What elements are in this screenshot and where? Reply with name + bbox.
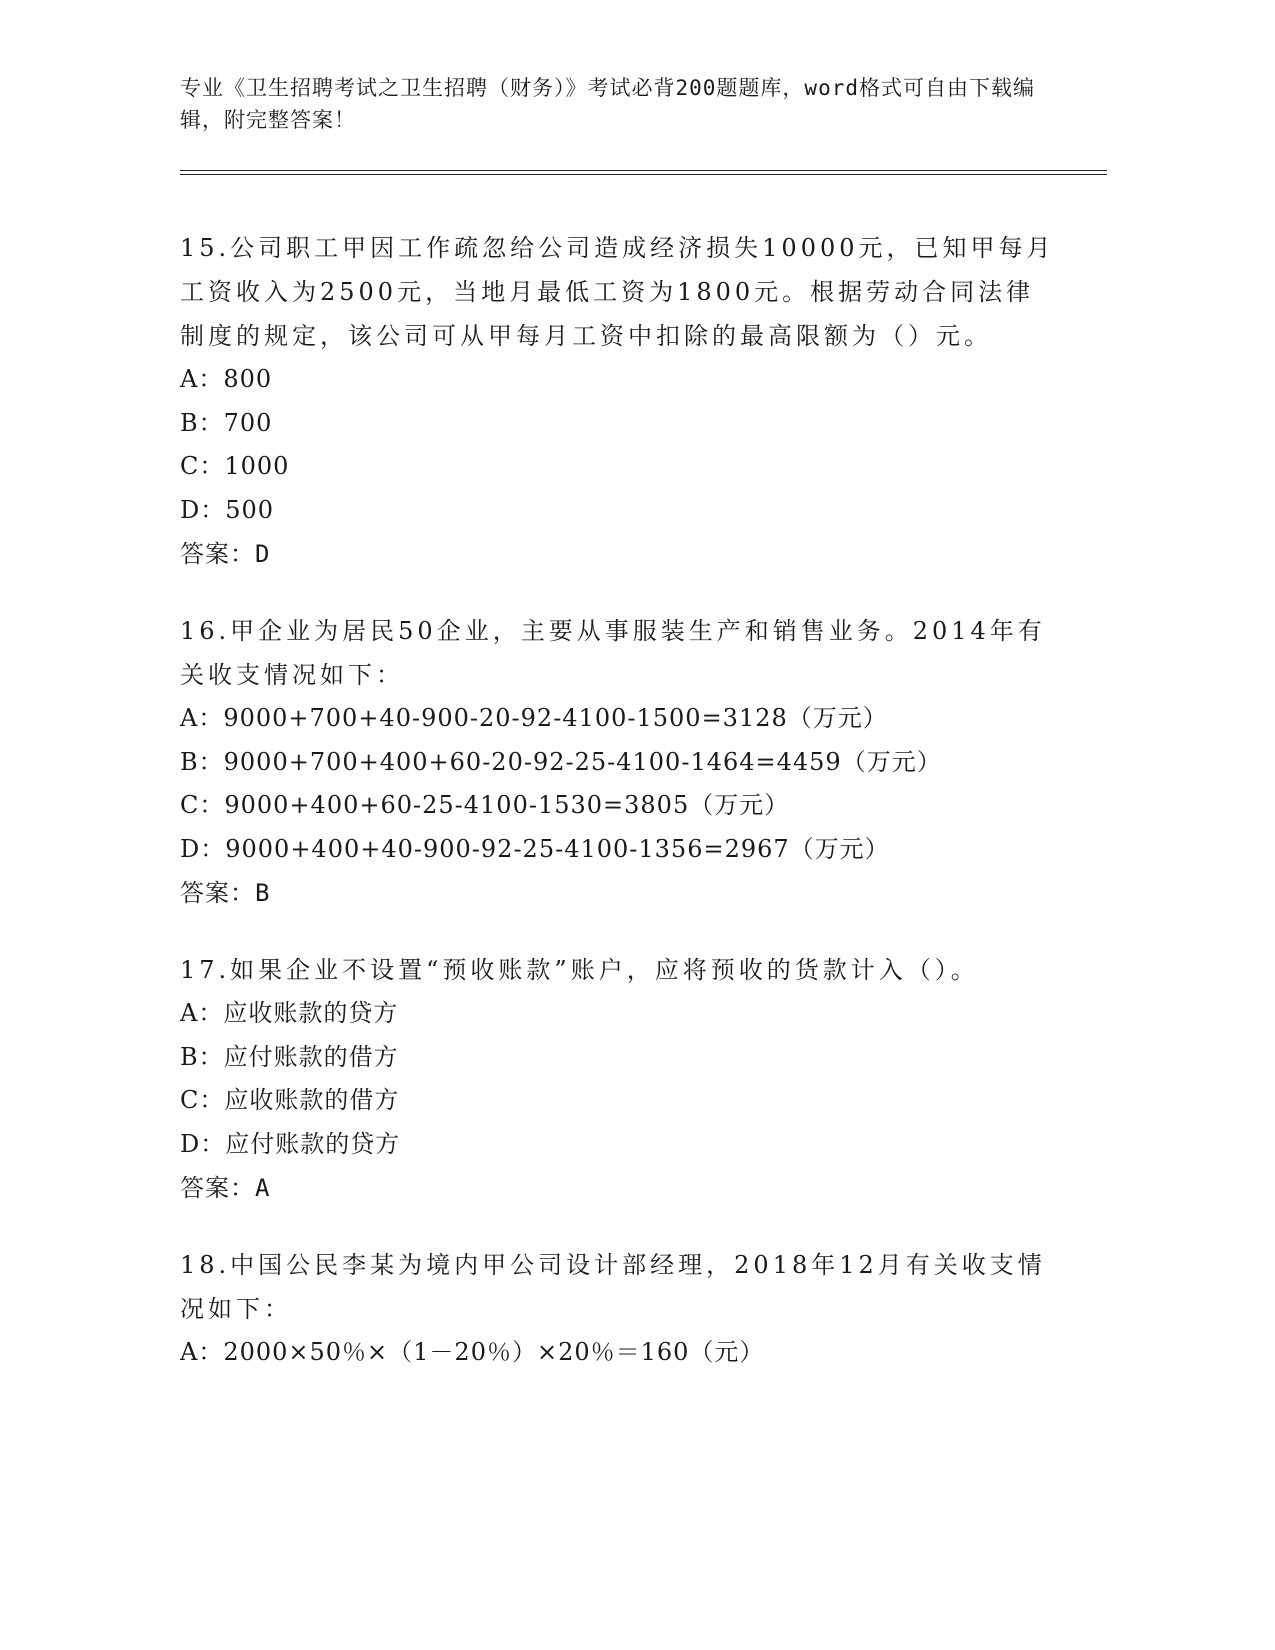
answer: 答案：B (180, 879, 271, 907)
question-18 (180, 1243, 1060, 1375)
question-stem: 18.中国公民李某为境内甲公司设计部经理，2018年12月有关收支情况如下： (180, 1251, 1046, 1323)
option-a: A：应收账款的贷方 (180, 999, 399, 1027)
document-title: 专业《卫生招聘考试之卫生招聘（财务）》考试必背200题题库，word格式可自由下载编辑，附完整答案！ (180, 76, 1035, 132)
option-a: A：9000+700+40-900-20-92-4100-1500=3128（万元） (180, 704, 888, 732)
question-stem: 16.甲企业为居民50企业，主要从事服装生产和销售业务。2014年有关收支情况如下： (180, 617, 1046, 689)
question-15 (180, 226, 1060, 576)
option-b: B：9000+700+400+60-20-92-25-4100-1464=4459（万元） (180, 747, 942, 776)
option-c: C：1000 (180, 452, 290, 480)
question-16 (180, 609, 1060, 915)
option-c: C：9000+400+60-25-4100-1530=3805（万元） (180, 791, 790, 819)
answer: 答案：A (180, 1174, 271, 1202)
question-17 (180, 948, 1060, 1210)
option-a: A：800 (180, 365, 273, 393)
question-list (180, 226, 1060, 1408)
option-d: D：应付账款的贷方 (180, 1129, 401, 1158)
document-header (180, 72, 1040, 136)
answer: 答案：D (180, 540, 271, 568)
header-rule-bottom (180, 174, 1107, 175)
header-rule-top (180, 170, 1107, 171)
option-d: D：9000+400+40-900-92-25-4100-1356=2967（万元） (180, 834, 890, 863)
option-c: C：应收账款的借方 (180, 1086, 400, 1114)
option-b: B：700 (180, 408, 273, 437)
option-d: D：500 (180, 495, 275, 524)
option-a: A：2000×50％×（1－20％）×20％＝160（元） (180, 1338, 765, 1366)
question-stem: 15.公司职工甲因工作疏忽给公司造成经济损失10000元，已知甲每月工资收入为2500元，当地月最低工资为1800元。根据劳动合同法律制度的规定，该公司可从甲每月工资中扣除的最高限额为（）元。 (180, 234, 1055, 350)
question-stem: 17.如果企业不设置“预收账款”账户，应将预收的货款计入（）。 (180, 956, 979, 984)
option-b: B：应付账款的借方 (180, 1042, 399, 1071)
